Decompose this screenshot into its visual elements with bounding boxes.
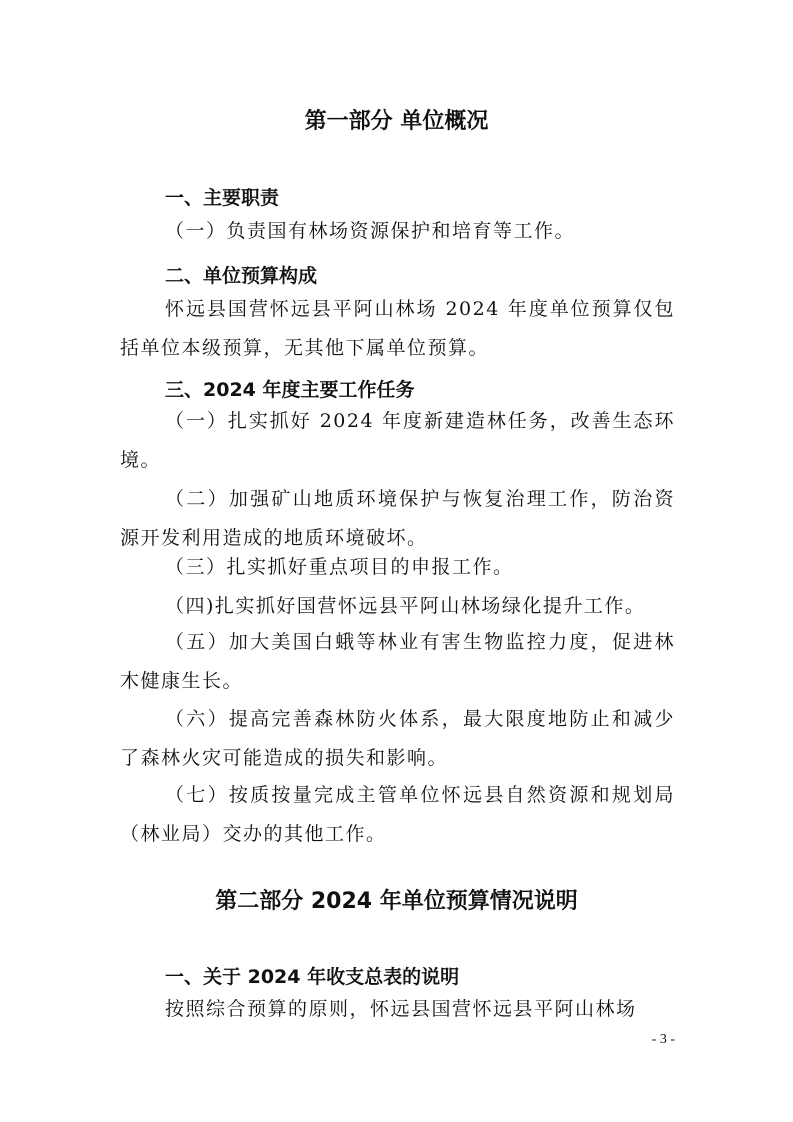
section1-paragraph: （一）负责国有林场资源保护和培育等工作。 (165, 220, 576, 242)
section2-paragraph: 怀远县国营怀远县平阿山林场 2024 年度单位预算仅包括单位本级预算，无其他下属单位预算。 (120, 298, 675, 359)
section1-heading: 一、主要职责 (165, 187, 280, 209)
task-item-6: （六）提高完善森林防火体系，最大限度地防止和减少了森林火灾可能造成的损失和影响。 (120, 708, 675, 769)
part2-section1-paragraph: 按照综合预算的原则，怀远县国营怀远县平阿山林场 (165, 998, 637, 1020)
section2-heading: 二、单位预算构成 (165, 265, 318, 287)
part2-title: 第二部分 2024 年单位预算情况说明 (215, 889, 578, 914)
task-item-4: （四)扎实抓好国营怀远县平阿山林场绿化提升工作。 (165, 595, 646, 617)
task-item-7: （七）按质按量完成主管单位怀远县自然资源和规划局（林业局）交办的其他工作。 (120, 784, 675, 845)
part1-title: 第一部分 单位概况 (304, 109, 489, 134)
part2-section1-heading: 一、关于 2024 年收支总表的说明 (165, 966, 460, 988)
task-item-1: （一）扎实抓好 2024 年度新建造林任务，改善生态环境。 (120, 410, 675, 471)
page-number: - 3 - (651, 1032, 675, 1047)
task-item-2: （二）加强矿山地质环境保护与恢复治理工作，防治资源开发利用造成的地质环境破坏。 (120, 488, 675, 549)
task-item-5: （五）加大美国白蛾等林业有害生物监控力度，促进林木健康生长。 (120, 631, 675, 692)
task-item-3: （三）扎实抓好重点项目的申报工作。 (165, 556, 514, 578)
section3-heading: 三、2024 年度主要工作任务 (165, 379, 415, 401)
